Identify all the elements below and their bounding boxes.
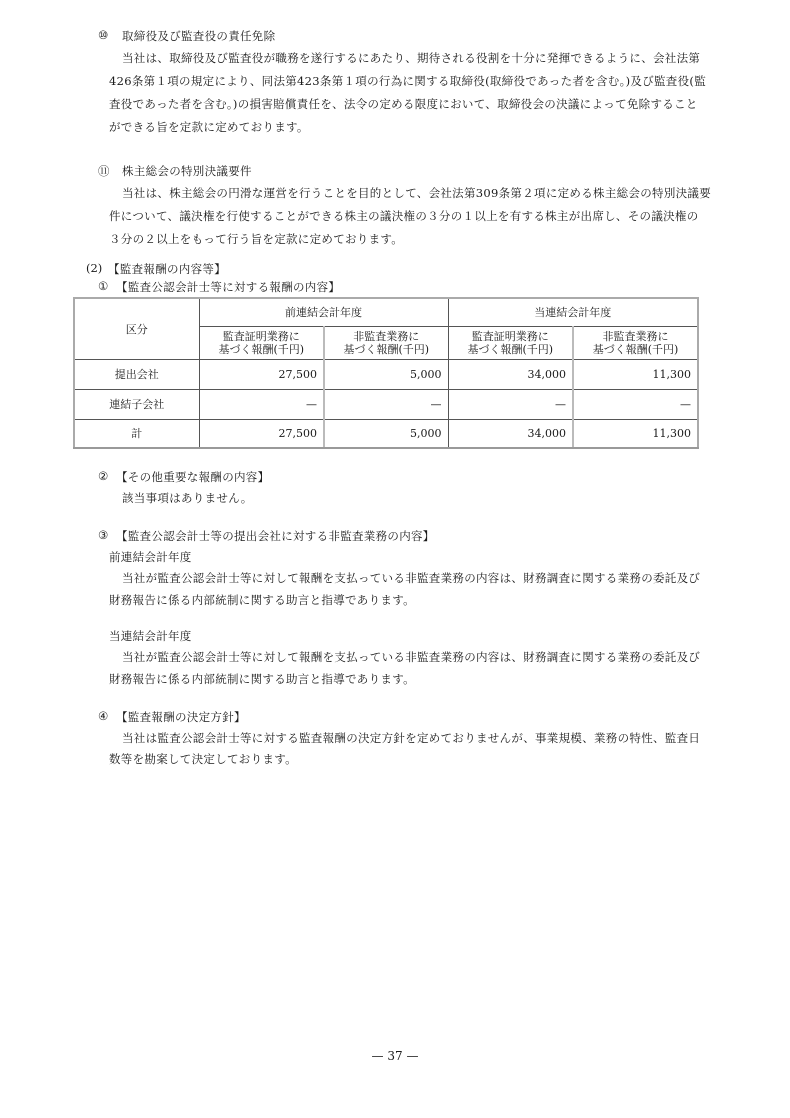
cell-value: 5,000 (324, 359, 448, 389)
subsection-3-title: 【監査公認会計士等の提出会社に対する非監査業務の内容】 (116, 529, 435, 543)
period-header-curr: 当連結会計年度 (448, 298, 698, 326)
cell-value: 11,300 (573, 419, 698, 448)
row-label: 連結子会社 (74, 389, 199, 419)
column-header-line: 非監査業務に (353, 329, 420, 343)
category-header: 区分 (74, 298, 199, 359)
prev-year-line: 財務報告に係る内部統制に関する助言と指導であります。 (109, 593, 415, 607)
subsection-4-line: 数等を勘案して決定しております。 (109, 752, 297, 766)
page-number: — 37 — (371, 1049, 419, 1063)
column-header (573, 326, 698, 359)
cell-value: — (448, 389, 573, 419)
subsection-2-text: 該当事項はありません。 (122, 491, 253, 505)
cell-value: 5,000 (324, 419, 448, 448)
audit-fee-table (73, 297, 699, 449)
subsection-4-line: 当社は監査公認会計士等に対する監査報酬の決定方針を定めておりませんが、事業規模、業務の特性、監査日 (122, 731, 701, 745)
subsection-1-title: 【監査公認会計士等に対する報酬の内容】 (116, 280, 341, 294)
cell-value: 34,000 (448, 359, 573, 389)
column-header (324, 326, 448, 359)
cell-value: 27,500 (199, 419, 324, 448)
cell-value: 11,300 (573, 359, 698, 389)
prev-year-line: 当社が監査公認会計士等に対して報酬を支払っている非監査業務の内容は、財務調査に関する業務の委託及び (122, 571, 701, 585)
row-label: 提出会社 (74, 359, 199, 389)
subsection-2-marker: ② (98, 469, 109, 483)
table-row (74, 419, 698, 448)
column-header-line: 基づく報酬(千円) (467, 342, 554, 356)
column-header (448, 326, 573, 359)
section-11-marker: ⑪ (98, 164, 110, 178)
section-10-line: 査役であった者を含む。)の損害賠償責任を、法令の定める限度において、取締役会の決議によって免除すること (109, 97, 698, 111)
section-10-line: 426条第１項の規定により、同法第423条第１項の行為に関する取締役(取締役であった者を含む。)及び監査役(監 (109, 74, 706, 88)
cell-value: — (573, 389, 698, 419)
subsection-2-title: 【その他重要な報酬の内容】 (116, 470, 270, 484)
cell-value: 34,000 (448, 419, 573, 448)
section-2-marker: (2) (86, 261, 103, 275)
prev-year-label: 前連結会計年度 (109, 550, 192, 564)
cell-value: — (324, 389, 448, 419)
curr-year-line: 財務報告に係る内部統制に関する助言と指導であります。 (109, 672, 415, 686)
column-header-line: 基づく報酬(千円) (592, 342, 679, 356)
section-10-line: 当社は、取締役及び監査役が職務を遂行するにあたり、期待される役割を十分に発揮できるように、会社法第 (122, 51, 701, 65)
section-11-line: 件について、議決権を行使することができる株主の議決権の３分の１以上を有する株主が出席し、その議決権の (109, 209, 699, 223)
section-10-marker: ⑩ (98, 28, 109, 42)
column-header-line: 監査証明業務に (222, 329, 300, 343)
table-row (74, 389, 698, 419)
column-header-line: 監査証明業務に (471, 329, 549, 343)
curr-year-label: 当連結会計年度 (109, 629, 192, 643)
subsection-4-title: 【監査報酬の決定方針】 (116, 710, 246, 724)
column-header-line: 非監査業務に (602, 329, 669, 343)
row-label: 計 (74, 419, 199, 448)
section-2-title: 【監査報酬の内容等】 (108, 262, 226, 276)
cell-value: — (199, 389, 324, 419)
section-11-line: 当社は、株主総会の円滑な運営を行うことを目的として、会社法第309条第２項に定める株主総会の特別決議要 (122, 186, 712, 200)
subsection-4-marker: ④ (98, 709, 109, 723)
subsection-3-marker: ③ (98, 528, 109, 542)
cell-value: 27,500 (199, 359, 324, 389)
section-10-line: ができる旨を定款に定めております。 (109, 120, 309, 134)
section-11-line: ３分の２以上をもって行う旨を定款に定めております。 (109, 232, 404, 246)
section-10-title: 取締役及び監査役の責任免除 (122, 29, 276, 43)
table-row (74, 359, 698, 389)
period-header-prev: 前連結会計年度 (199, 298, 448, 326)
section-11-title: 株主総会の特別決議要件 (122, 164, 252, 178)
column-header-line: 基づく報酬(千円) (343, 342, 430, 356)
column-header (199, 326, 324, 359)
subsection-1-marker: ① (98, 279, 109, 293)
column-header-line: 基づく報酬(千円) (218, 342, 305, 356)
curr-year-line: 当社が監査公認会計士等に対して報酬を支払っている非監査業務の内容は、財務調査に関する業務の委託及び (122, 650, 701, 664)
